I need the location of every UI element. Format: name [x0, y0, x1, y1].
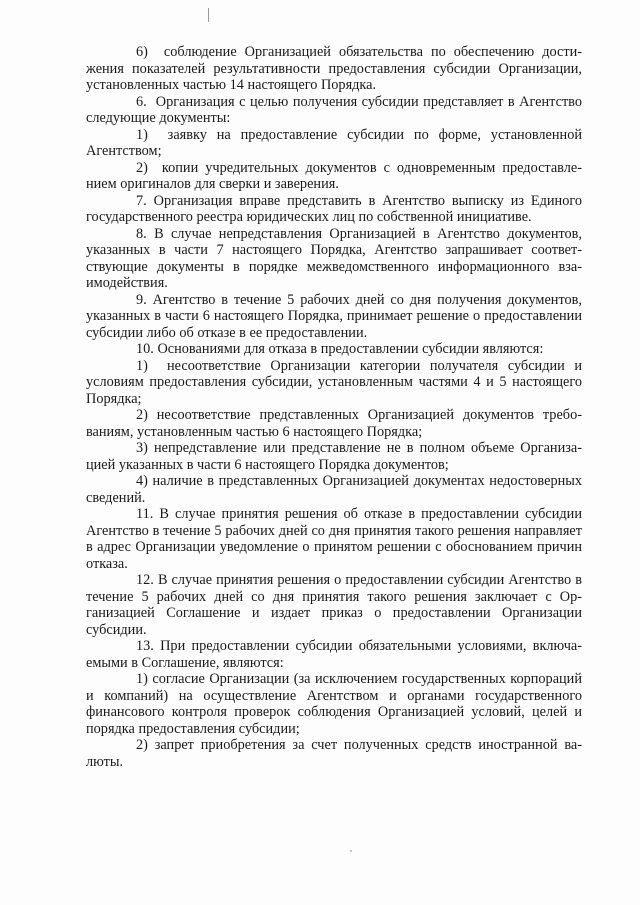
- scan-artifact-dot: [350, 850, 352, 852]
- paragraph-clause-10-item-1: 1) несоответствие Организации категории получателя субсидии и условиям предоставления субсидии, установленным частями 4 и 5 настоящего Порядка;: [86, 357, 582, 407]
- paragraph-clause-13-item-2: 2) запрет приобретения за счет полученных средств иностранной валюты.: [86, 737, 582, 770]
- paragraph-clause-6: 6. Организация с целью получения субсидии представляет в Агентство следующие документы:: [86, 93, 582, 126]
- paragraph-clause-12: 12. В случае принятия решения о предоставлении субсидии Агентство в течение 5 рабочих дней со дня принятия такого решения заключает с Организацией Соглашение и издает приказ о предоставлении Организации субсидии.: [86, 572, 582, 638]
- paragraph-clause-10-item-2: 2) несоответствие представленных Организацией документов требованиям, установленным частью 6 настоящего Порядка;: [86, 407, 582, 440]
- paragraph-clause-11: 11. В случае принятия решения об отказе в предоставлении субсидии Агентство в течение 5 рабочих дней со дня принятия такого решения направляет в адрес Организации уведомление о принятом решении с обоснованием причин отказа.: [86, 506, 582, 572]
- paragraph-clause-13: 13. При предоставлении субсидии обязательными условиями, включаемыми в Соглашение, являются:: [86, 638, 582, 671]
- paragraph-clause-8: 8. В случае непредставления Организацией в Агентство документов, указанных в части 7 настоящего Порядка, Агентство запрашивает соответствующие документы в порядке межведомственного информационного взаимодействия.: [86, 225, 582, 291]
- paragraph-clause-6-item-6: 6) соблюдение Организацией обязательства по обеспечению достижения показателей результативности предоставления субсидии Организации, установленных частью 14 настоящего Порядка.: [86, 44, 582, 93]
- paragraph-clause-9: 9. Агентство в течение 5 рабочих дней со дня получения документов, указанных в части 6 настоящего Порядка, принимает решение о предоставлении субсидии либо об отказе в ее предоставлении.: [86, 291, 582, 341]
- paragraph-clause-10-item-3: 3) непредставление или представление не в полном объеме Организацией указанных в части 6 настоящего Порядка документов;: [86, 440, 582, 473]
- paragraph-clause-7: 7. Организация вправе представить в Агентство выписку из Единого государственного реестра юридических лиц по собственной инициативе.: [86, 192, 582, 225]
- paragraph-clause-10: 10. Основаниями для отказа в предоставлении субсидии являются:: [136, 341, 544, 357]
- document-body: [86, 44, 582, 770]
- paragraph-clause-6-item-2: 2) копии учредительных документов с одновременным предоставлением оригиналов для сверки и заверения.: [86, 159, 582, 192]
- paragraph-clause-6-item-1: 1) заявку на предоставление субсидии по форме, установленной Агентством;: [86, 126, 582, 159]
- paragraph-clause-13-item-1: 1) согласие Организации (за исключением государственных корпораций и компаний) на осуществление Агентством и органами государственного финансового контроля проверок соблюдения Организацией условий, целей и порядка предоставления субсидии;: [86, 671, 582, 737]
- scan-artifact-mark: [208, 8, 209, 22]
- paragraph-clause-10-item-4: 4) наличие в представленных Организацией документах недостоверных сведений.: [86, 473, 582, 506]
